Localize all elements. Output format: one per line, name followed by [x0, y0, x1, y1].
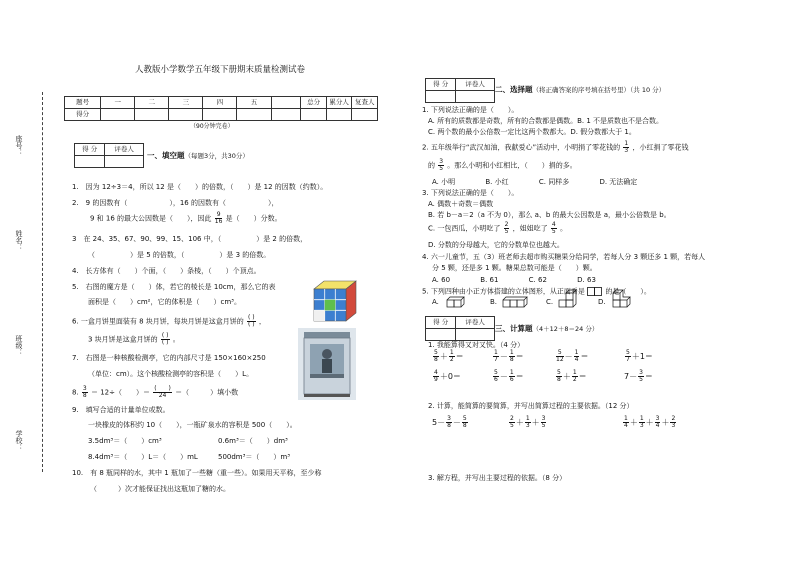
numerator: 4: [551, 221, 556, 228]
fraction: [625, 350, 631, 363]
calc-item: [432, 370, 461, 383]
q6-fill-b-text: 3 块月饼是这盒月饼的: [88, 335, 158, 344]
operator: ＋: [562, 372, 571, 381]
q9-fill-a: 一块橡皮的体积约 10（ ），一瓶矿泉水的容积是 500（ ）。: [88, 421, 297, 429]
q4-fill: 4. 长方体有（ ）个面，（ ）条棱，（ ）个顶点。: [72, 267, 261, 275]
q9-fill-b2: 0.6m³＝（ ）dm³: [218, 437, 288, 445]
score-cell: 复查人: [352, 97, 378, 109]
score-cell: 二: [135, 97, 169, 109]
calc-item: [624, 350, 653, 363]
section3-title: 三、计算题: [495, 324, 533, 333]
denominator: 2: [572, 376, 577, 383]
equals: ＝: [580, 352, 589, 361]
cube-shape-b-icon: [502, 295, 530, 309]
grader-label: 评卷人: [456, 317, 495, 329]
denominator: 12: [556, 356, 564, 363]
choice-q1-a: A. 所有的质数都是奇数，所有的合数都是偶数。B. 1 不是质数也不是合数。: [428, 117, 664, 125]
grader-label: 评卷人: [105, 144, 144, 156]
calc-item: [432, 350, 464, 363]
grader-score-label: 得 分: [426, 79, 456, 91]
fraction: [504, 222, 510, 235]
score-cell: 得分: [65, 109, 101, 121]
fraction: [574, 350, 580, 363]
score-input[interactable]: [203, 109, 237, 121]
grader-name-input[interactable]: [456, 91, 495, 103]
denominator: 9: [434, 376, 438, 383]
numerator: 5: [557, 369, 561, 376]
denominator: 5: [439, 165, 444, 172]
simplify-expr-2: $\frac{2}{5}$ ＋ $\frac{1}{3}$ ＋ $\frac{3}{5}$: [510, 415, 546, 429]
grader-label: 评卷人: [456, 79, 495, 91]
score-input[interactable]: [169, 109, 203, 121]
q2-fill-b: [90, 212, 282, 225]
choice-q3-d: D. 分数的分母越大，它的分数单位也越大。: [428, 241, 564, 249]
q3-fill-b: （ ）是 5 的倍数，（ ）是 3 的倍数。: [88, 251, 271, 259]
grader-score-label: 得 分: [75, 144, 105, 156]
option-a[interactable]: A. 小明: [432, 178, 456, 186]
denominator: 16: [214, 218, 223, 225]
q9-fill-b1: 3.5dm³＝（ ）cm³: [88, 437, 162, 445]
numerator: 4: [434, 369, 438, 376]
simplify-expr-1: 5－ $\frac{3}{8}$ － $\frac{5}{8}$: [432, 415, 467, 429]
score-cell: 四: [203, 97, 237, 109]
score-cell: 五: [237, 97, 271, 109]
calc-item: [555, 350, 588, 363]
q10-fill-a: 10. 有 8 瓶同样的水，其中 1 瓶加了一些糖（重一些）。如果用天平称，至少称: [72, 469, 322, 477]
choice-q5-options: [432, 295, 662, 315]
cube-shape-a-icon: [446, 295, 470, 309]
fraction: [556, 370, 562, 383]
numerator: 9: [216, 211, 221, 218]
choice-q2-tail: ，小红捐了零花钱: [632, 143, 689, 152]
score-table: [64, 96, 378, 121]
q9-fill-c2: 500dm³＝（ ）m³: [218, 453, 291, 461]
denominator: 6: [509, 376, 514, 383]
denominator: 8: [557, 376, 561, 383]
calc-item: [492, 370, 524, 383]
section1-heading: [147, 152, 249, 161]
option-d[interactable]: D. 无法确定: [599, 178, 638, 186]
fraction: [638, 370, 644, 383]
choice-q4-b: 分 5 颗，还是多 1 颗。糖果总数可能是（ ）颗。: [432, 264, 597, 272]
q3-fill-a: 3 在 24、35、67、90、99、15、106 中，（ ）是 2 的倍数，: [72, 235, 308, 243]
grader-box-3: [425, 316, 495, 341]
option-a[interactable]: A. 60: [432, 276, 451, 284]
q2-fill-c-text: 是（ ）分数。: [225, 214, 282, 223]
equals: ＝: [455, 352, 464, 361]
score-cell: 题号: [65, 97, 101, 109]
numerator: 5: [557, 349, 562, 356]
grader-score-input[interactable]: [75, 156, 105, 168]
denominator: 2: [449, 356, 454, 363]
section2-heading: [495, 86, 665, 95]
score-cell: 一: [101, 97, 135, 109]
fraction: [449, 350, 455, 363]
q8-tail: ＝（ ）填小数: [175, 388, 239, 397]
numerator: 1: [509, 349, 514, 356]
fraction: [493, 370, 499, 383]
denominator: 5: [504, 228, 509, 235]
choice-q3-c-end: 。: [559, 224, 567, 233]
q6-fill-a-text: 6. 一盒月饼里面装有 8 块月饼，每块月饼是这盒月饼的: [72, 317, 244, 326]
denominator: 6: [494, 376, 498, 383]
numerator: 5: [626, 349, 630, 356]
section2-title: 二、选择题: [495, 85, 533, 94]
prefix: 7－: [624, 372, 638, 381]
section2-note: （将正确答案的序号填在括号里）（共 10 分）: [532, 86, 666, 94]
operator: －: [499, 352, 508, 361]
score-cell: 累分人: [326, 97, 352, 109]
numerator: 5: [494, 369, 498, 376]
simplify-expr-3: $\frac{1}{4}$ ＋ $\frac{1}{3}$ ＋ $\frac{3}{4}$ ＋ $\frac{2}{3}$: [624, 415, 676, 429]
choice-q3-c: [428, 222, 567, 235]
numerator: 1: [449, 349, 454, 356]
fraction-blank: $\frac{( )}{24}$: [154, 385, 171, 399]
operator: －: [564, 352, 573, 361]
score-input[interactable]: [271, 109, 301, 121]
q5-fill-b: 面积是（ ）cm²，它的体积是（ ）cm³。: [88, 298, 241, 306]
score-cell: 三: [169, 97, 203, 109]
q2-fill-a: 2. 9 的因数有（ ），16 的因数有（ ），: [72, 199, 279, 207]
choice-q3-c-pre: C. 一包西瓜，小明吃了: [428, 224, 501, 233]
section1-title: 一、填空题: [147, 151, 185, 160]
fraction: [433, 350, 439, 363]
numerator: 1: [624, 140, 629, 147]
q10-fill-b: （ ）次才能保证找出这瓶加了糖的水。: [90, 485, 230, 493]
q5-fill-a: 5. 右图的魔方是（ ）体，若它的棱长是 10cm，那么它的表: [72, 283, 276, 291]
tail: ＋0＝: [439, 372, 461, 381]
operator: ＋: [439, 352, 448, 361]
calc-q2: 2. 计算，能简算的要简算，并写出简算过程的主要依据。（12 分）: [428, 402, 634, 410]
choice-q1: 1. 下列说法正确的是（ ）。: [422, 106, 519, 114]
fraction: [215, 212, 223, 225]
grader-score-label: 得 分: [426, 317, 456, 329]
q7-fill-b: （单位：cm）。这个核酸检测亭的容积是（ ）L。: [88, 370, 254, 378]
section1-note: （每题3分，共30分）: [184, 152, 249, 160]
fraction-blank: $\frac{( )}{( )}$: [248, 314, 255, 328]
fraction: [433, 370, 439, 383]
numerator: 3: [439, 158, 444, 165]
numerator: 2: [504, 221, 509, 228]
fraction: [493, 350, 499, 363]
choice-q2-b-text: 。那么小明和小红相比，（ ）捐的多。: [447, 161, 577, 170]
grader-name-input[interactable]: [105, 156, 144, 168]
q9-fill: 9. 填写合适的计量单位或数。: [72, 406, 170, 414]
exam-title: 人教版小学数学五年级下册期末质量检测试卷: [135, 65, 306, 75]
fraction: [438, 159, 444, 172]
denominator: 5: [551, 228, 556, 235]
fraction: [556, 350, 564, 363]
denominator: 7: [494, 356, 498, 363]
fraction: [572, 370, 578, 383]
equals: ＝: [515, 352, 524, 361]
grader-score-input[interactable]: [426, 329, 456, 341]
score-cell: 总分: [301, 97, 327, 109]
fraction-blank: $\frac{( )}{( )}$: [161, 332, 169, 346]
choice-q2-options: [432, 178, 665, 186]
q9-fill-c1: 8.4dm³＝（ ）L＝（ ）mL: [88, 453, 198, 461]
q8-eq: ＝ 12÷（ ）＝: [90, 388, 150, 397]
q1-fill: 1. 因为 12÷3＝4，所以 12 是（ ）的倍数，（ ）是 12 的因数（约数）。: [72, 183, 328, 191]
operator: －: [499, 372, 508, 381]
option-d[interactable]: D.: [598, 298, 606, 306]
binding-line: [42, 92, 43, 472]
score-input[interactable]: [352, 109, 378, 121]
option-b[interactable]: B.: [490, 298, 498, 306]
equals: ＝: [515, 372, 524, 381]
denominator: 8: [82, 392, 87, 399]
choice-q2-b-pre: 的: [428, 161, 435, 170]
choice-q2-text: 2. 五年级举行“武汉加油，我献爱心”活动中，小明捐了零花钱的: [422, 143, 621, 152]
calc-item: [555, 370, 587, 383]
choice-q3-a: A. 偶数＋奇数＝偶数: [428, 200, 494, 208]
fraction: [509, 350, 515, 363]
score-input[interactable]: [135, 109, 169, 121]
section3-heading: [495, 325, 598, 334]
grader-name-input[interactable]: [456, 329, 495, 341]
numerator: 1: [574, 349, 579, 356]
section3-note: （4＋12＋8＝24 分）: [532, 325, 599, 333]
score-input[interactable]: [101, 109, 135, 121]
cube-shape-c-icon: [558, 289, 580, 309]
fraction: [82, 386, 88, 399]
tail: ＝: [644, 372, 653, 381]
numerator: 3: [82, 385, 87, 392]
choice-q3-b: B. 若 b－a＝2（a 不为 0），那么 a、b 的最大公因数是 a，最小公倍数是 b。: [428, 211, 671, 219]
option-c[interactable]: C. 同样多: [538, 178, 570, 186]
choice-q4-options: [432, 276, 624, 284]
rubik-cube-image: [312, 279, 358, 323]
grader-box-1: [74, 143, 144, 168]
name-label: 姓名：: [15, 230, 24, 251]
q8-fill: [72, 386, 238, 399]
choice-q1-b: C. 两个数的最小公倍数一定比这两个数都大。D. 假分数都大于 1。: [428, 128, 636, 136]
class-label: 班级：: [15, 335, 24, 356]
grader-score-input[interactable]: [426, 91, 456, 103]
tail: ＋1＝: [631, 352, 653, 361]
fraction: [509, 370, 515, 383]
calc-item: [624, 370, 653, 383]
option-c[interactable]: C. 62: [528, 276, 547, 284]
numerator: 1: [509, 369, 514, 376]
grader-box-2: [425, 78, 495, 103]
q6-fill-a: 6. 一盒月饼里面装有 8 块月饼，每块月饼是这盒月饼的 $\frac{( )}{( )}$ ，: [72, 314, 266, 328]
choice-q2-a: [422, 141, 688, 154]
choice-q2-b: [428, 159, 577, 172]
denominator: 24: [158, 392, 167, 399]
fraction: [551, 222, 557, 235]
q2-fill-b-text: 9 和 16 的最大公因数是（ ），因此: [90, 214, 212, 223]
option-b[interactable]: B. 61: [480, 276, 499, 284]
score-input[interactable]: [326, 109, 352, 121]
score-cell: [271, 97, 301, 109]
denominator: 7: [626, 356, 630, 363]
denominator: 8: [434, 356, 438, 363]
equals: ＝: [578, 372, 587, 381]
numerator: 1: [494, 349, 498, 356]
testing-booth-image: [298, 328, 356, 400]
score-input[interactable]: [237, 109, 271, 121]
fraction: [623, 141, 629, 154]
numerator: 1: [572, 369, 577, 376]
option-a[interactable]: A.: [432, 298, 439, 306]
seat-label: 座号：: [15, 135, 24, 156]
choice-q3: 3. 下列说法正确的是（ ）。: [422, 189, 519, 197]
cube-shape-d-icon: [612, 289, 634, 309]
choice-q5-tail: 的是（ ）。: [605, 287, 651, 296]
numerator: 5: [434, 349, 438, 356]
q7-fill-a: 7. 右图是一种核酸检测亭，它的内部尺寸是 150×160×250: [72, 354, 266, 362]
calc-q1: 1. 我能算得又对又快。（4 分）: [428, 341, 525, 349]
numerator: 3: [639, 369, 643, 376]
denominator: 5: [639, 376, 643, 383]
time-note: （90分钟完卷）: [190, 123, 234, 130]
choice-q4-a: 4. 六一儿童节，五（3）班老师去超市购买糖果分给同学，若每人分 3 颗还多 1 颗，若每人: [422, 253, 706, 261]
denominator: 3: [624, 147, 629, 154]
denominator: 4: [574, 356, 579, 363]
option-b[interactable]: B. 小红: [485, 178, 509, 186]
calc-item: [492, 350, 524, 363]
option-d[interactable]: D. 63: [577, 276, 596, 284]
calc-q3: 3. 解方程，并写出主要过程的依据。（8 分）: [428, 474, 567, 482]
q6-fill-b: 3 块月饼是这盒月饼的 $\frac{( )}{( )}$ 。: [88, 332, 180, 346]
choice-q5-text: 5. 下列四种由小正方体搭建的立体图形，从正面看是: [422, 287, 585, 296]
denominator: 8: [509, 356, 514, 363]
choice-q3-c-mid: ，姐姐吃了: [512, 224, 548, 233]
option-c[interactable]: C.: [546, 298, 554, 306]
score-input[interactable]: [301, 109, 327, 121]
q8-label: 8.: [72, 388, 79, 397]
school-label: 学校：: [15, 430, 24, 451]
